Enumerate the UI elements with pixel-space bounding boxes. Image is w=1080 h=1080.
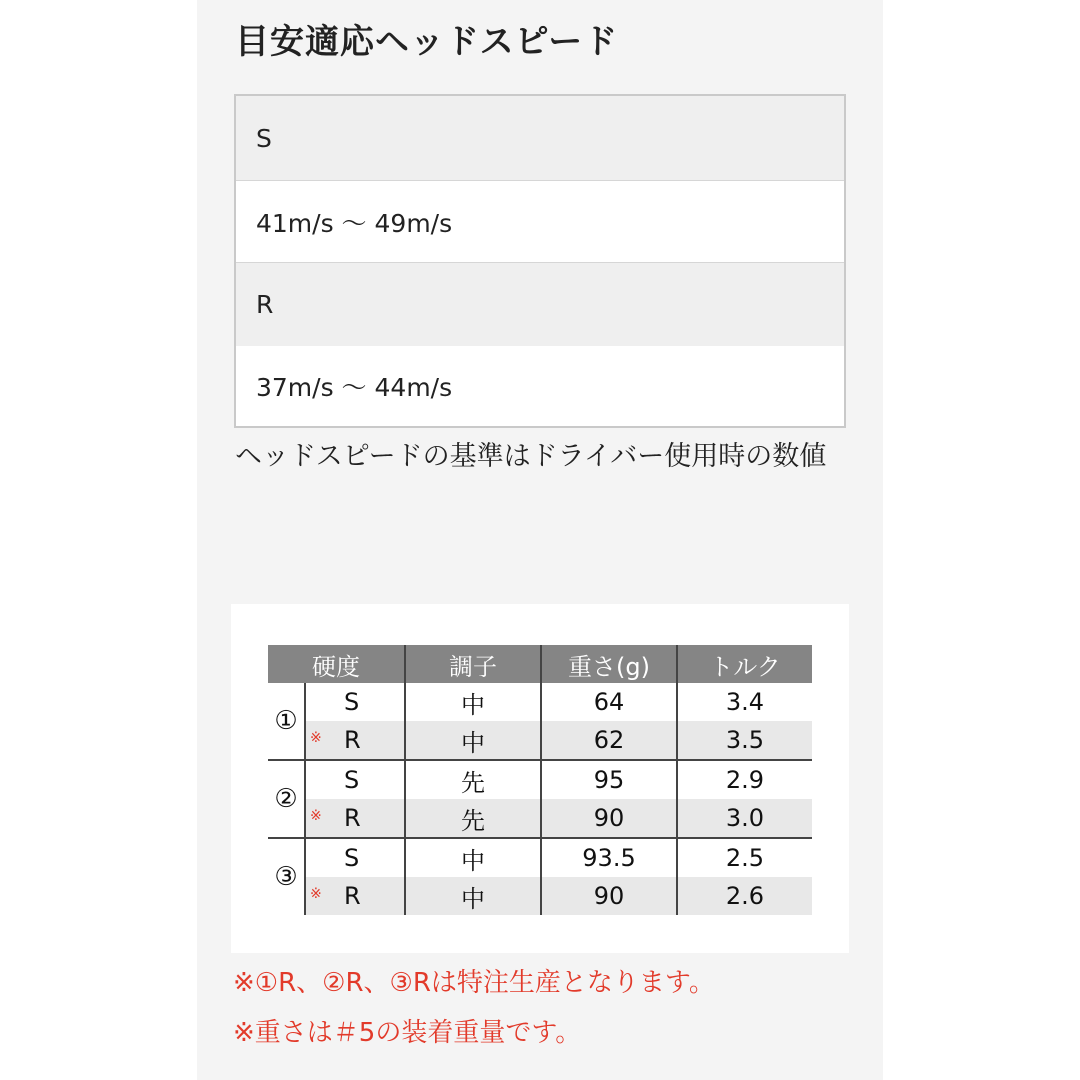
special-order-mark: ※ — [310, 730, 322, 746]
header-kick: 調子 — [405, 645, 541, 683]
weight-cell: 90 — [541, 877, 677, 915]
kick-cell: 先 — [405, 799, 541, 838]
table-header-row — [268, 645, 812, 683]
header-hardness: 硬度 — [268, 645, 405, 683]
spec-row-speed-s: 41m/s 〜 49m/s — [236, 180, 844, 263]
weight-cell: 62 — [541, 721, 677, 760]
spec-row-flex-s: S — [236, 96, 844, 180]
table-row — [268, 877, 812, 915]
spec-row-speed-r: 37m/s 〜 44m/s — [236, 346, 844, 426]
flex-cell: ※ R — [305, 799, 405, 838]
table-row — [268, 760, 812, 799]
model-number: ① — [268, 683, 305, 760]
weight-cell: 93.5 — [541, 838, 677, 877]
kick-cell: 先 — [405, 760, 541, 799]
torque-cell: 2.6 — [677, 877, 812, 915]
kick-cell: 中 — [405, 683, 541, 721]
head-speed-note: ヘッドスピードの基準はドライバー使用時の数値 — [235, 441, 827, 472]
kick-cell: 中 — [405, 877, 541, 915]
torque-cell: 2.9 — [677, 760, 812, 799]
flex-cell: S — [305, 683, 405, 721]
torque-cell: 3.0 — [677, 799, 812, 838]
table-row — [268, 838, 812, 877]
table-row — [268, 721, 812, 760]
weight-cell: 64 — [541, 683, 677, 721]
table-row — [268, 799, 812, 838]
header-weight: 重さ(g) — [541, 645, 677, 683]
flex-cell: ※ R — [305, 721, 405, 760]
kick-cell: 中 — [405, 721, 541, 760]
flex-cell: S — [305, 760, 405, 799]
shaft-spec-table — [268, 645, 812, 915]
weight-cell: 90 — [541, 799, 677, 838]
table-row — [268, 683, 812, 721]
special-order-mark: ※ — [310, 808, 322, 824]
flex-cell: S — [305, 838, 405, 877]
footnote-weight: ※重さは＃5の装着重量です。 — [233, 1018, 582, 1048]
torque-cell: 3.5 — [677, 721, 812, 760]
section-heading: 目安適応ヘッドスピード — [235, 22, 619, 62]
model-number: ② — [268, 760, 305, 838]
footnote-special-order: ※①R、②R、③Rは特注生産となります。 — [233, 968, 715, 998]
flex-cell: ※ R — [305, 877, 405, 915]
model-number: ③ — [274, 862, 298, 892]
special-order-mark: ※ — [310, 886, 322, 902]
torque-cell: 2.5 — [677, 838, 812, 877]
spec-row-flex-r: R — [236, 263, 844, 346]
shaft-spec-image — [231, 604, 849, 953]
head-speed-table — [234, 94, 846, 428]
torque-cell: 3.4 — [677, 683, 812, 721]
header-torque: トルク — [677, 645, 812, 683]
weight-cell: 95 — [541, 760, 677, 799]
kick-cell: 中 — [405, 838, 541, 877]
